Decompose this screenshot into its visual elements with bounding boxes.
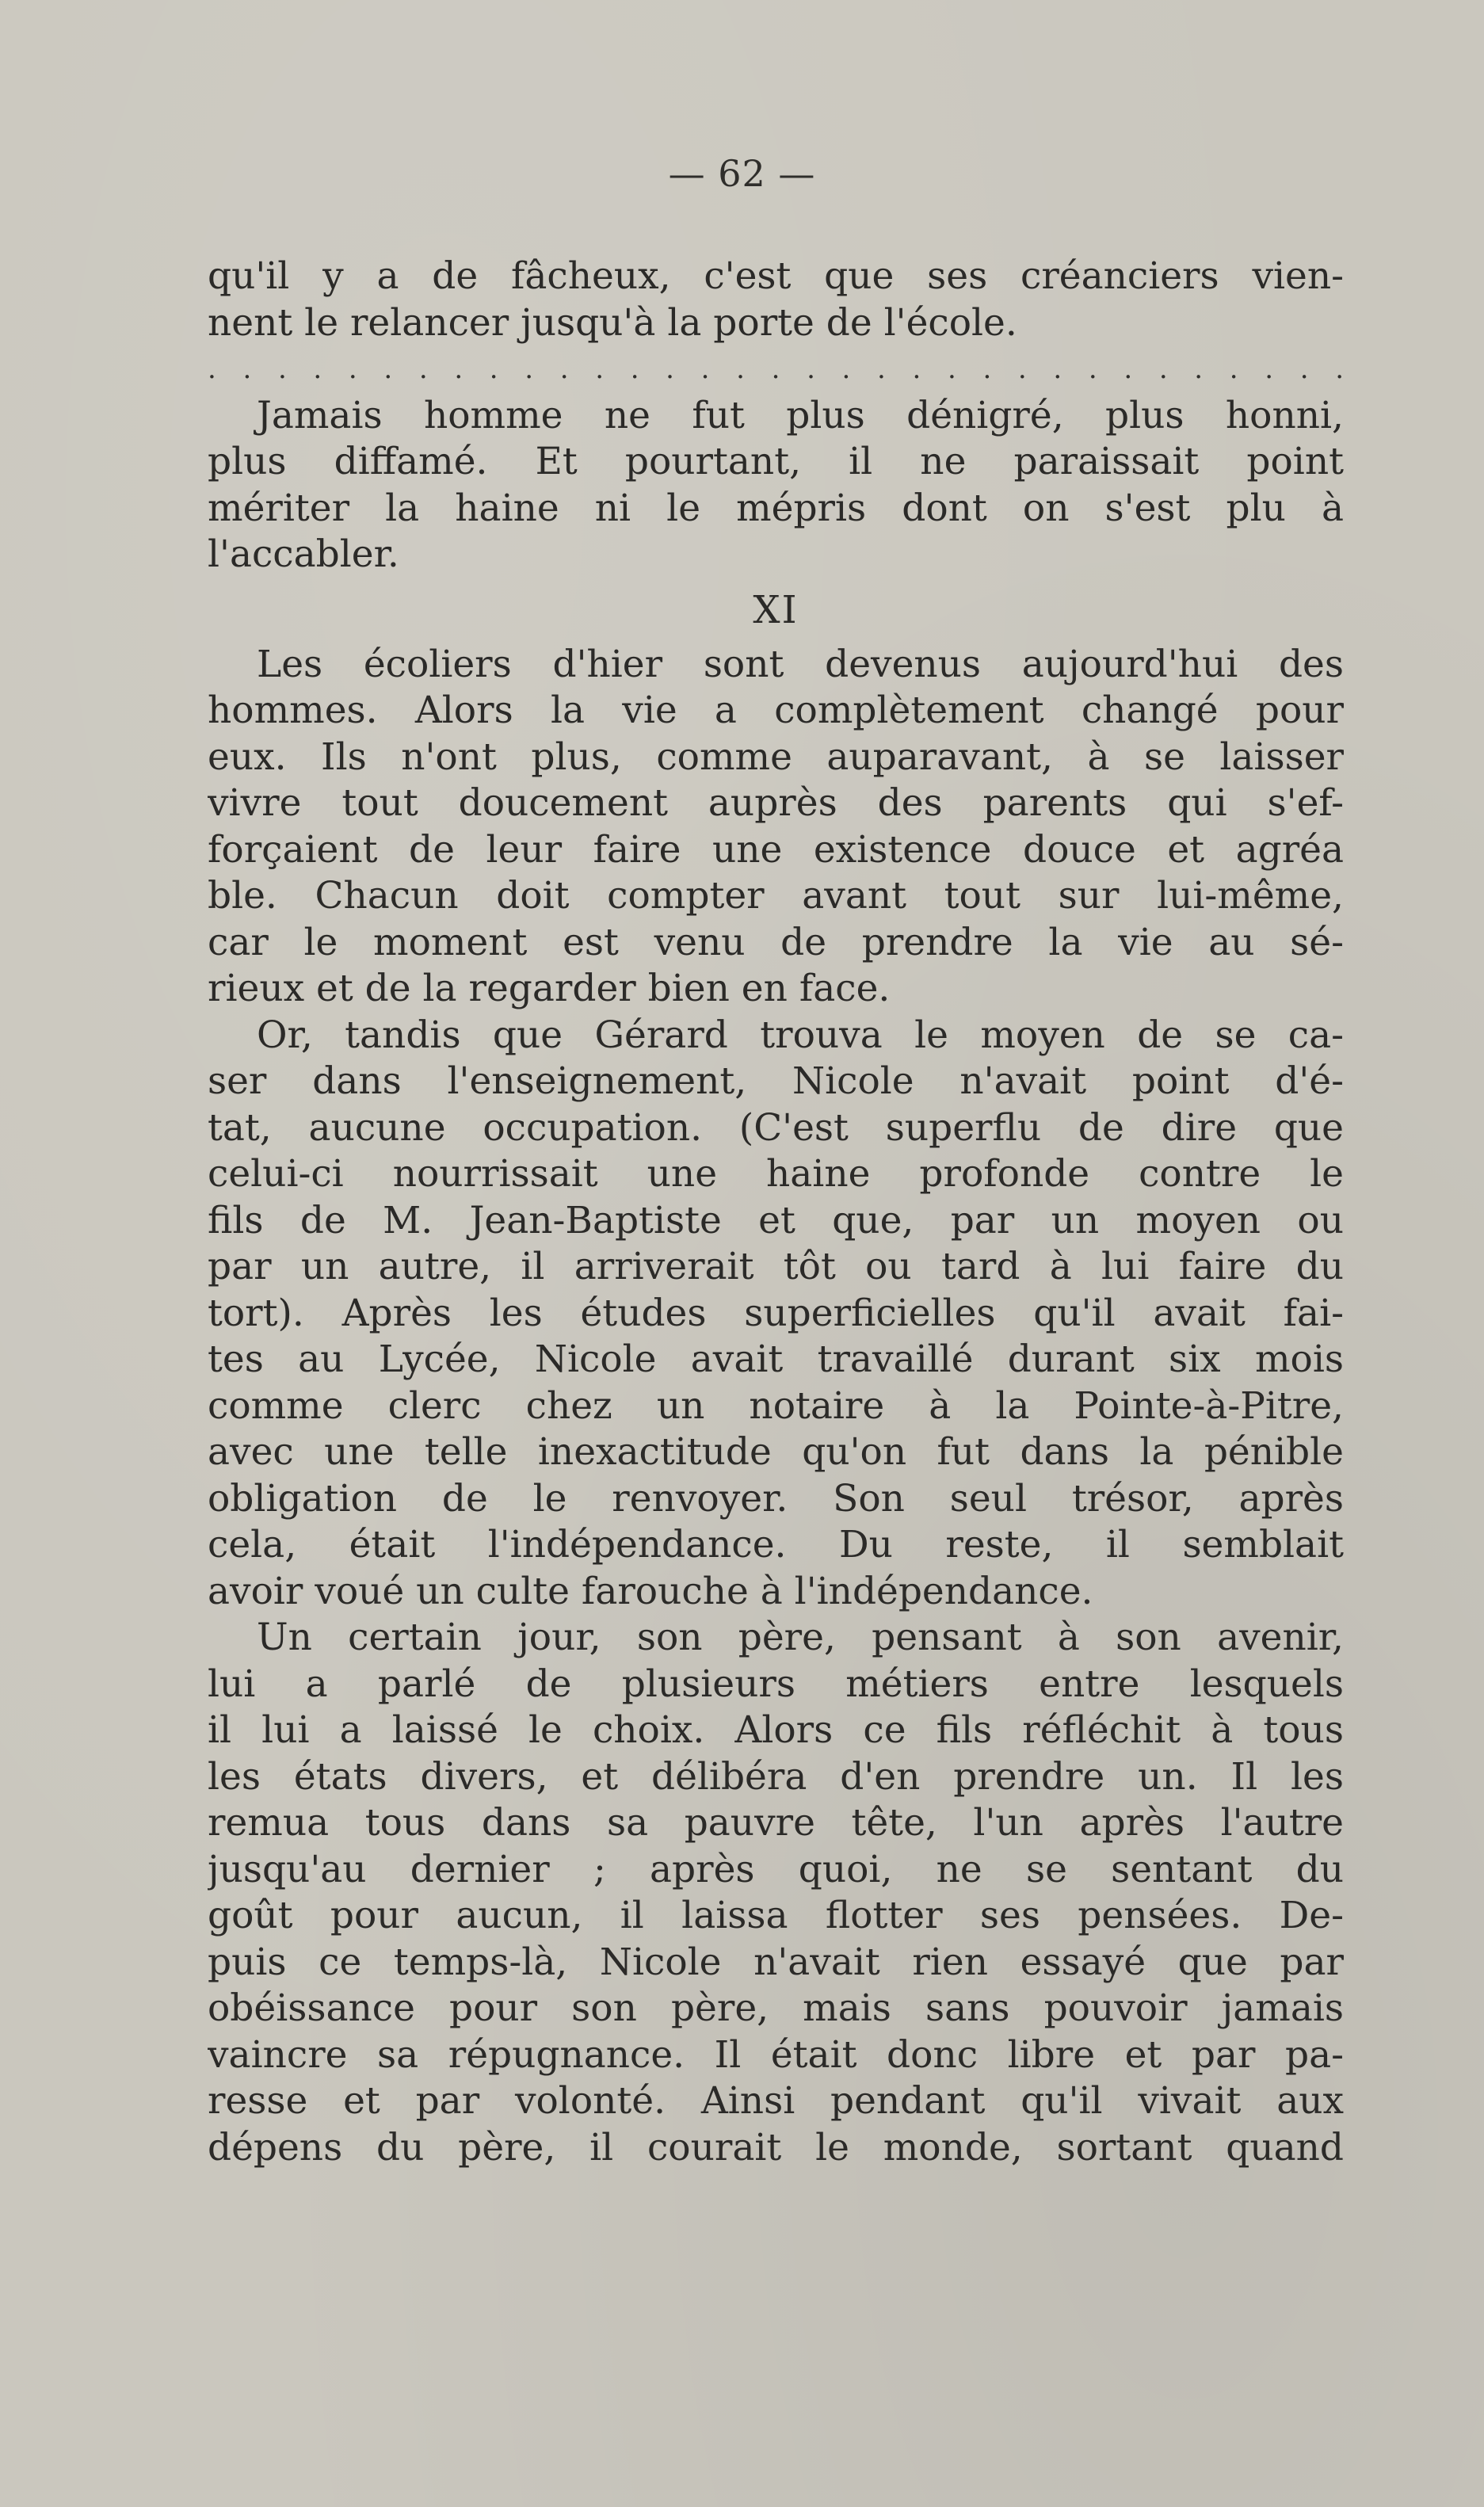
text-line: puis ce temps-là, Nicole n'avait rien essayé que par [208, 1940, 1344, 1984]
text-line: obligation de le renvoyer. Son seul trésor, après [208, 1476, 1344, 1521]
text-line: avoir voué un culte farouche à l'indépendance. [208, 1569, 1093, 1613]
text-line: celui-ci nourrissait une haine profonde contre le [208, 1152, 1344, 1196]
text-line: plus diffamé. Et pourtant, il ne paraissait point [208, 440, 1344, 483]
text-line: Les écoliers d'hier sont devenus aujourd'hui des [257, 642, 1344, 686]
text-line: cela, était l'indépendance. Du reste, il semblait [208, 1523, 1344, 1566]
paragraph-1 [208, 254, 1344, 346]
text-line: obéissance pour son père, mais sans pouvoir jamais [208, 1986, 1344, 2030]
text-line: dépens du père, il courait le monde, sortant quand [208, 2125, 1344, 2169]
text-line: les états divers, et délibéra d'en prendre un. Il les [208, 1754, 1344, 1799]
paragraph-5 [208, 1615, 1344, 2171]
page-number: — 62 — [668, 152, 816, 195]
text-line: remua tous dans sa pauvre tête, l'un après l'autre [208, 1801, 1344, 1845]
text-line: forçaient de leur faire une existence douce et agréa [208, 827, 1344, 872]
text-line: ser dans l'enseignement, Nicole n'avait point d'é- [208, 1059, 1344, 1103]
text-line: eux. Ils n'ont plus, comme auparavant, à se laisser [208, 735, 1344, 779]
text-line: ble. Chacun doit compter avant tout sur lui-même, [208, 874, 1344, 918]
text-line: vaincre sa répugnance. Il était donc libre et par pa- [208, 2032, 1344, 2077]
text-line: par un autre, il arriverait tôt ou tard à lui faire du [208, 1245, 1344, 1288]
text-line: qu'il y a de fâcheux, c'est que ses créanciers vien- [208, 254, 1344, 298]
text-line: goût pour aucun, il laissa flotter ses pensées. De- [208, 1894, 1344, 1937]
text-line: jusqu'au dernier ; après quoi, ne se sentant du [208, 1847, 1344, 1891]
text-line: car le moment est venu de prendre la vie au sé- [208, 920, 1344, 964]
text-line: hommes. Alors la vie a complètement changé pour [208, 689, 1344, 732]
text-line: avec une telle inexactitude qu'on fut dans la pénible [208, 1430, 1344, 1474]
paragraph-2 [208, 393, 1344, 578]
text-line: l'accabler. [208, 532, 399, 576]
text-line: fils de M. Jean-Baptiste et que, par un moyen ou [208, 1198, 1344, 1242]
text-line: il lui a laissé le choix. Alors ce fils réfléchit à tous [208, 1708, 1344, 1752]
text-line: tat, aucune occupation. (C'est superflu de dire que [208, 1105, 1344, 1150]
text-line: mériter la haine ni le mépris dont on s'est plu à [208, 486, 1344, 530]
section-separator: . . . . . . . . . . . . . . . . . . . . . . . . . . . . . . . . . [208, 353, 1344, 385]
paragraph-3 [208, 642, 1344, 1013]
chapter-heading: XI [753, 587, 799, 632]
text-line: Or, tandis que Gérard trouva le moyen de se ca- [257, 1013, 1344, 1057]
paragraph-4 [208, 1013, 1344, 1616]
text-line: Un certain jour, son père, pensant à son avenir, [257, 1616, 1344, 1659]
text-line: tort). Après les études superficielles qu'il avait fai- [208, 1291, 1344, 1335]
text-line: comme clerc chez un notaire à la Pointe-à-Pitre, [208, 1383, 1344, 1428]
body-text [208, 254, 1344, 2171]
text-line: vivre tout doucement auprès des parents qui s'ef- [208, 781, 1344, 825]
text-line: lui a parlé de plusieurs métiers entre lesquels [208, 1662, 1344, 1706]
text-line: tes au Lycée, Nicole avait travaillé durant six mois [208, 1337, 1344, 1381]
text-line: nent le relancer jusqu'à la porte de l'école. [208, 300, 1017, 345]
text-line: Jamais homme ne fut plus dénigré, plus honni, [257, 393, 1344, 437]
text-line: rieux et de la regarder bien en face. [208, 967, 891, 1010]
text-line: resse et par volonté. Ainsi pendant qu'il vivait aux [208, 2079, 1344, 2123]
